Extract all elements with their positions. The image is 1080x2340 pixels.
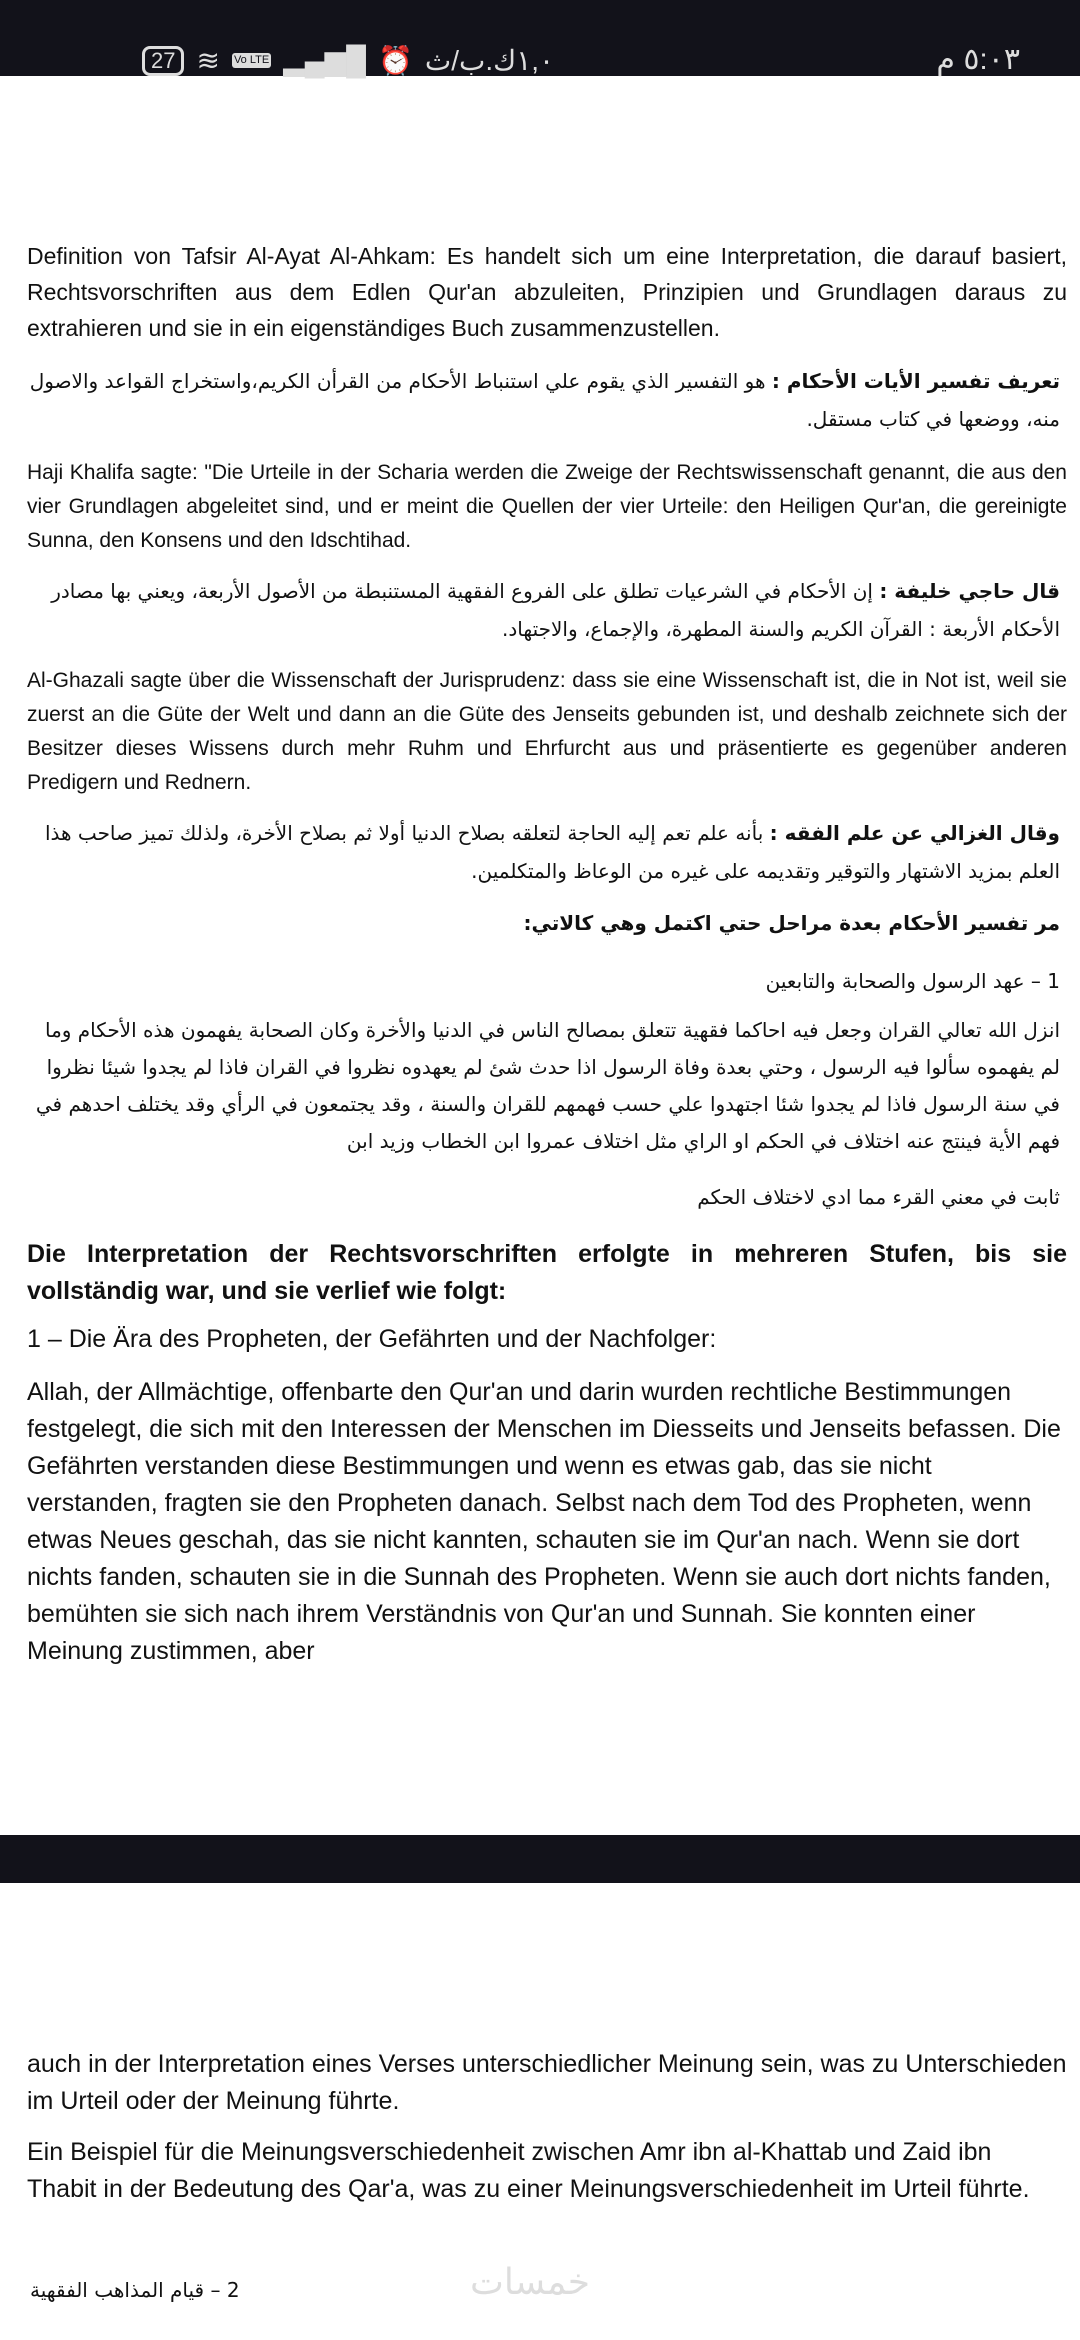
arabic-stage-2: 2 – قيام المذاهب الفقهية: [30, 2278, 240, 2302]
status-icons: [142, 44, 554, 77]
arabic-stage-1: 1 – عهد الرسول والصحابة والتابعين: [765, 969, 1060, 993]
arabic-label: وقال الغزالي عن علم الفقه :: [769, 821, 1060, 845]
network-speed: ١,٠ك.ب/ث: [424, 45, 555, 76]
arabic-definition: [20, 362, 1060, 438]
arabic-ghazali: [20, 814, 1060, 890]
paragraph-continued: auch in der Interpretation eines Verses unterschiedlicher Meinung sein, was zu Unterschieden im Urteil oder der Meinung führte.: [27, 2050, 1067, 2115]
watermark-logo: خمسات: [470, 2262, 591, 2303]
arabic-label: تعريف تفسير الأيات الأحكام :: [771, 369, 1060, 393]
arabic-text: بأنه علم تعم إليه الحاجة لتعلقه بصلاح الدنيا أولا ثم بصلاح الأخرة، ولذلك تميز صاحب هذا العلم بمزيد الاشتهار والتوقير وتقديمه على غيره من الوعاظ والمتكلمين.: [44, 821, 1060, 883]
german-heading: Die Interpretation der Rechtsvorschriften erfolgte in mehreren Stufen, bis sie vollständig war, und sie verlief wie folgt:: [27, 1240, 1067, 1305]
wifi-icon: ≋: [196, 45, 220, 76]
arabic-paragraph-end: ثابت في معني القرء مما ادي لاختلاف الحكم: [697, 1185, 1060, 1209]
page-separator: [0, 1835, 1080, 1883]
battery-icon: 27: [142, 46, 184, 76]
german-stage-1: 1 – Die Ära des Propheten, der Gefährten und der Nachfolger:: [27, 1325, 717, 1353]
volte-icon: Vo LTE: [233, 54, 270, 66]
arabic-text: إن الأحكام في الشرعيات تطلق على الفروع الفقهية المستنبطة من الأصول الأربعة، ويعني بها مصادر الأحكام الأربعة : القرآن الكريم والسنة المطهرة، والإجماع، والاجتهاد.: [51, 579, 1060, 641]
paragraph-example: Ein Beispiel für die Meinungsverschiedenheit zwischen Amr ibn al-Khattab und Zaid ibn Thabit in der Bedeutung des Qar'a, was zu einer Meinungsverschiedenheit im Urteil führte.: [27, 2138, 1030, 2203]
arabic-label: قال حاجي خليفة :: [879, 579, 1060, 603]
arabic-text: هو التفسير الذي يقوم علي استنباط الأحكام من القرأن الكريم،واستخراج القواعد والاصول منه، ووضعها في كتاب مستقل.: [29, 369, 1060, 431]
paragraph-definition: Definition von Tafsir Al-Ayat Al-Ahkam: Es handelt sich um eine Interpretation, die darauf basiert, Rechtsvorschriften aus dem Edlen Qur'an abzuleiten, Prinzipien und Grundlagen daraus zu extrahieren und sie in ein eigenständiges Buch zusammenzustellen.: [27, 243, 1067, 341]
alarm-icon: ⏰: [377, 45, 413, 76]
paragraph-ghazali: Al-Ghazali sagte über die Wissenschaft der Jurisprudenz: dass sie eine Wissenschaft ist, die in Not ist, weil sie zuerst an die Güte der Welt und dann an die Güte des Jenseits gebunden ist, und deshalb zeichnete sich der Besitzer dieses Wissens durch mehr Ruhm und Ehrfurcht aus und präsentierte es gegenüber anderen Predigern und Rednern.: [27, 669, 1067, 794]
paragraph-haji: Haji Khalifa sagte: "Die Urteile in der Scharia werden die Zweige der Rechtswissenschaft genannt, die aus den vier Grundlagen abgeleitet sind, und er meint die Quellen der vier Urteile: den Heiligen Qur'an, die gereinigte Sunna, den Konsens und den Idschtihad.: [27, 461, 1067, 552]
signal-icon: ▂▄▆█: [283, 45, 366, 76]
arabic-haji: [20, 572, 1060, 648]
status-bar: [0, 0, 1080, 76]
arabic-heading: مر تفسير الأحكام بعدة مراحل حتي اكتمل وهي كالاتي:: [523, 911, 1060, 935]
german-paragraph: Allah, der Allmächtige, offenbarte den Qur'an und darin wurden rechtliche Bestimmungen festgelegt, die sich mit den Interessen der Menschen im Diesseits und Jenseits befassen. Die Gefährten verstanden diese Bestimmungen und wenn es etwas gab, das sie nicht verstanden, fragten sie den Propheten danach. Selbst nach dem Tod des Propheten, wenn etwas Neues geschah, das sie nicht kannten, schauten sie im Qur'an nach. Wenn sie dort nichts fanden, schauten sie in die Sunnah des Propheten. Wenn sie auch dort nichts fanden, bemühten sie sich nach ihrem Verständnis von Qur'an und Sunnah. Sie konnten einer Meinung zustimmen, aber: [27, 1378, 1061, 1665]
clock: ٥:٠٣ م: [936, 43, 1020, 76]
arabic-paragraph: انزل الله تعالي القران وجعل فيه احاكما فقهية تتعلق بمصالح الناس في الدنيا والأخرة وكان الصحابة يفهمون هذه الأحكام وما لم يفهموه سألوا فيه الرسول ، وحتي بعدة وفاة الرسول اذا حدث شئ لم يعهدوه نظروا في القران فاذا لم يجدوا شيئا نظروا في سنة الرسول فاذا لم يجدوا شئا اجتهدوا علي حسب فهمهم للقران والسنة ، وقد يجتمعون في الرأي وقد يختلف احدهم في فهم الأية فينتج عنه اختلاف في الحكم او الراي مثل اختلاف عمروا ابن الخطاب وزيد ابن: [35, 1018, 1060, 1153]
